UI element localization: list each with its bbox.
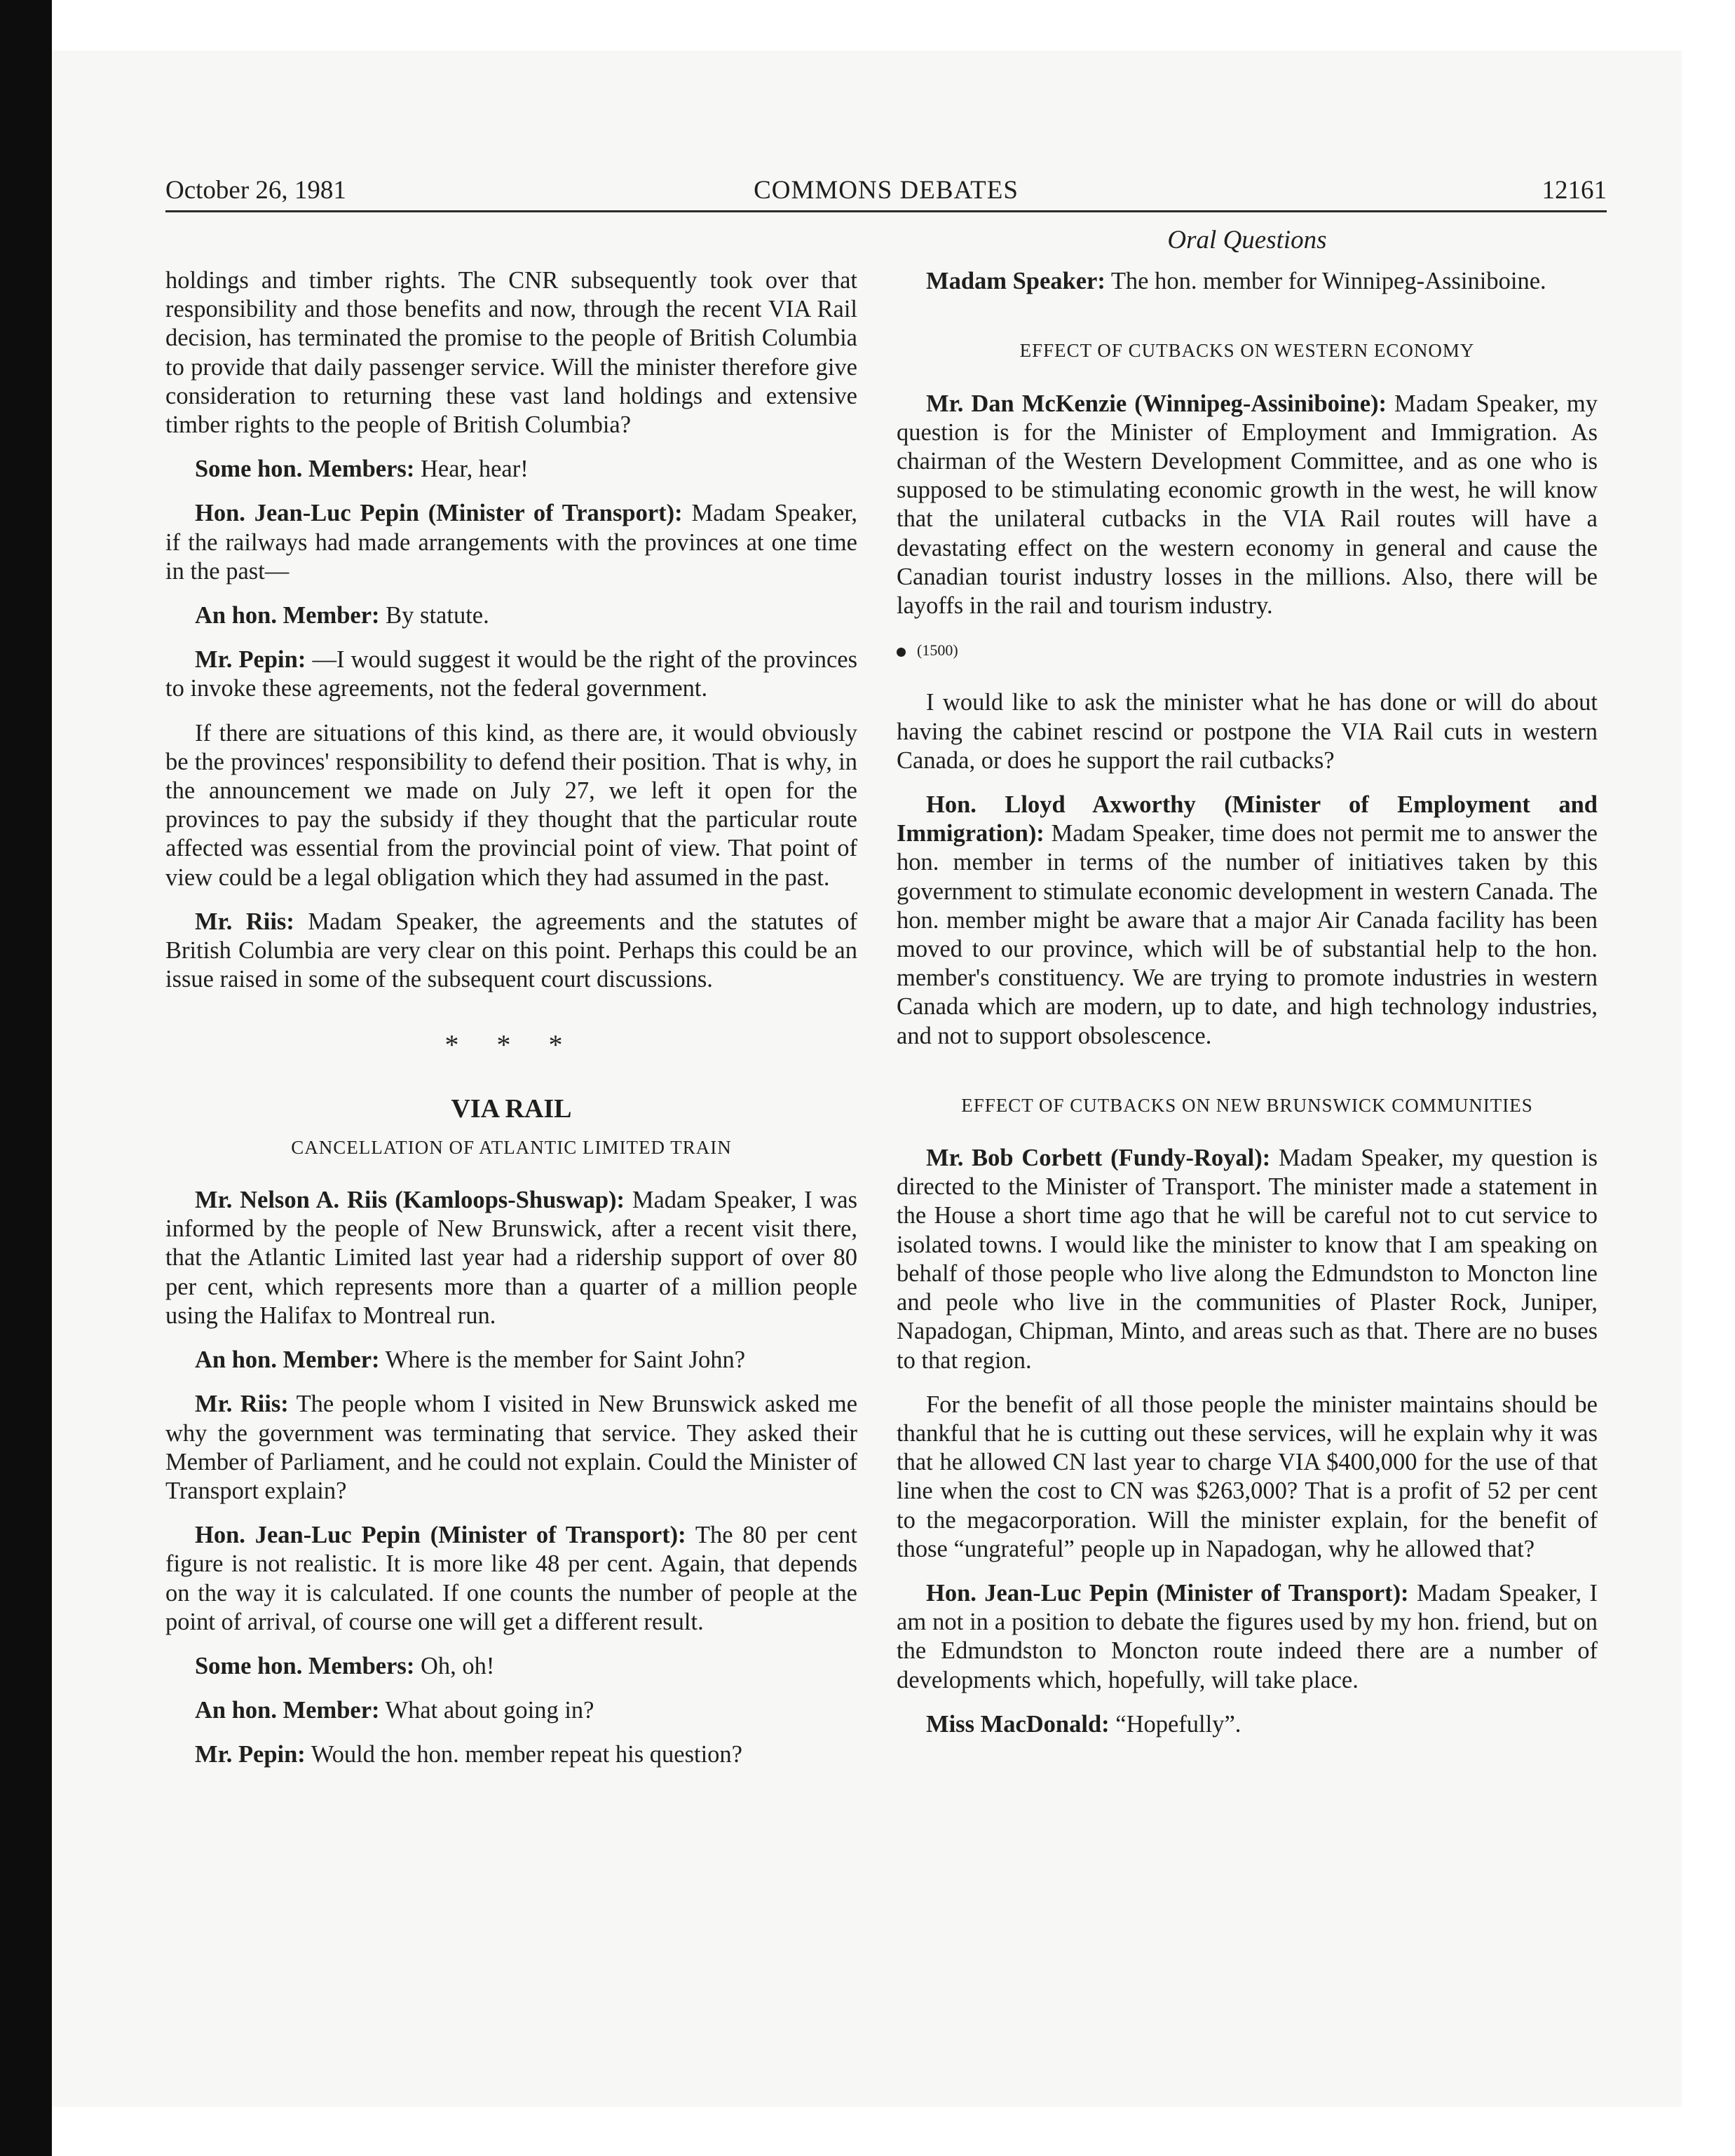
- paragraph: holdings and timber rights. The CNR subsequently took over that responsibility and those benefits and now, through the recent VIA Rail decision, has terminated the promise to the people of British Columbia to provide that daily passenger service. Will the minister therefore give consideration to returning these vast land holdings and extensive timber rights to the people of British Columbia?: [165, 267, 857, 439]
- paragraph: Mr. Nelson A. Riis (Kamloops-Shuswap): Madam Speaker, I was informed by the people of New Brunswick, after a recent visit there, that the Atlantic Limited last year had a ridership support of over 80 per cent, which represents more than a quarter of a million people using the Halifax to Montreal run.: [165, 1187, 857, 1329]
- paragraph: Mr. Pepin: Would the hon. member repeat his question?: [195, 1741, 742, 1768]
- speaker: Hon. Jean-Luc Pepin (Minister of Transport):: [195, 1522, 686, 1549]
- speaker: Hon. Jean-Luc Pepin (Minister of Transport):: [926, 1579, 1409, 1606]
- paragraph: An hon. Member: Where is the member for Saint John?: [195, 1346, 746, 1374]
- paragraph: Mr. Riis: Madam Speaker, the agreements and the statutes of British Columbia are very clear on this point. Perhaps this could be an issue raised in some of the subsequent court discussions.: [165, 908, 857, 993]
- speaker: Mr. Nelson A. Riis (Kamloops-Shuswap):: [195, 1187, 625, 1214]
- paragraph: An hon. Member: By statute.: [195, 602, 489, 629]
- header-title: COMMONS DEBATES: [754, 176, 1019, 205]
- scan-edge: [0, 0, 52, 2156]
- paragraph: For the benefit of all those people the minister maintains should be thankful that he is cutting out these services, will he explain why it was that he allowed CN last year to charge VIA $400,000 for the use of that line when the cost to CN was $263,000? That is a profit of 52 per cent to the megacorporation. Will the minister explain, for the benefit of those “ungrateful” people up in Napadogan, why he allowed that?: [897, 1391, 1598, 1562]
- speaker: Mr. Riis:: [195, 1391, 289, 1418]
- paragraph: Madam Speaker: The hon. member for Winnipeg-Assiniboine.: [926, 268, 1546, 295]
- right-column: [897, 226, 1598, 1754]
- section-subheading: EFFECT OF CUTBACKS ON NEW BRUNSWICK COMMUNITIES: [961, 1094, 1533, 1116]
- speaker: Some hon. Members:: [195, 456, 415, 483]
- paragraph: Some hon. Members: Hear, hear!: [195, 456, 529, 483]
- speaker: Miss MacDonald:: [926, 1710, 1110, 1738]
- speaker: Hon. Jean-Luc Pepin (Minister of Transport):: [195, 500, 683, 527]
- speaker: Madam Speaker:: [926, 268, 1105, 295]
- paragraph: Miss MacDonald: “Hopefully”.: [926, 1710, 1241, 1738]
- paragraph: Some hon. Members: Oh, oh!: [195, 1652, 495, 1679]
- paragraph: If there are situations of this kind, as there are, it would obviously be the provinces' responsibility to defend their position. That is why, in the announcement we made on July 27, we left it open for the provinces to pay the subsidy if they thought that the particular route affected was essential from the provincial point of view. That point of view could be a legal obligation which they had assumed in the past.: [165, 719, 857, 891]
- paragraph: Mr. Pepin: —I would suggest it would be the right of the provinces to invoke these agreements, not the federal government.: [165, 646, 858, 702]
- time-marker: (1500): [897, 636, 1598, 664]
- speaker: An hon. Member:: [195, 1697, 380, 1724]
- speaker: An hon. Member:: [195, 1346, 380, 1374]
- section-heading: VIA RAIL: [451, 1093, 572, 1124]
- paragraph: Hon. Jean-Luc Pepin (Minister of Transport): Madam Speaker, I am not in a position to debate the figures used by my hon. friend, but on the Edmundston to Moncton route indeed there are a number of developments which, hopefully, will take place.: [897, 1579, 1598, 1693]
- section-subheading: CANCELLATION OF ATLANTIC LIMITED TRAIN: [291, 1136, 732, 1158]
- speaker: Mr. Riis:: [195, 908, 294, 935]
- speaker: Hon. Lloyd Axworthy (Minister of Employment and Immigration):: [897, 791, 1598, 847]
- section-subheading: EFFECT OF CUTBACKS ON WESTERN ECONOMY: [1019, 340, 1475, 362]
- paragraph: Mr. Dan McKenzie (Winnipeg-Assiniboine): Madam Speaker, my question is for the Minister of Employment and Immigration. As chairman of the Western Development Committee, and as one who is supposed to be stimulating economic growth in the west, he will know that the unilateral cutbacks in the VIA Rail routes will have a devastating effect on the western economy in general and cause the Canadian tourist industry losses in the millions. Also, there will be layoffs in the rail and tourism industry.: [897, 390, 1598, 620]
- page-header: [165, 171, 1607, 212]
- speaker: Mr. Pepin:: [195, 1741, 306, 1768]
- speaker: Mr. Dan McKenzie (Winnipeg-Assiniboine):: [926, 390, 1387, 417]
- running-head: Oral Questions: [1167, 226, 1327, 254]
- paragraph: Hon. Lloyd Axworthy (Minister of Employment and Immigration): Madam Speaker, time does not permit me to answer the hon. member in terms of the number of initiatives taken by this government to stimulate economic development in western Canada. The hon. member might be aware that a major Air Canada facility has been moved to our province, which will be of substantial help to the hon. member's constituency. We are trying to promote industries in western Canada which are modern, up to date, and high technology industries, and not to support obsolescence.: [897, 791, 1598, 1049]
- paragraph: Hon. Jean-Luc Pepin (Minister of Transport): Madam Speaker, if the railways had made arrangements with the provinces at one time in the past—: [165, 500, 858, 585]
- speaker: Some hon. Members:: [195, 1652, 415, 1679]
- paragraph: An hon. Member: What about going in?: [195, 1697, 594, 1724]
- paragraph: Mr. Riis: The people whom I visited in New Brunswick asked me why the government was terminating that service. They asked their Member of Parliament, and he could not explain. Could the Minister of Transport explain?: [165, 1391, 858, 1504]
- bullet-icon: [897, 648, 906, 657]
- left-column: [165, 266, 857, 1785]
- paragraph: I would like to ask the minister what he has done or will do about having the cabinet rescind or postpone the VIA Rail cuts in western Canada, or does he support the rail cutbacks?: [897, 689, 1598, 774]
- speaker: An hon. Member:: [195, 602, 380, 629]
- speaker: Mr. Bob Corbett (Fundy-Royal):: [926, 1145, 1271, 1172]
- speaker: Mr. Pepin:: [195, 646, 306, 674]
- header-date: October 26, 1981: [165, 176, 346, 205]
- page-number: 12161: [1542, 176, 1607, 205]
- paragraph: Mr. Bob Corbett (Fundy-Royal): Madam Speaker, my question is directed to the Minister of Transport. The minister made a statement in the House a short time ago that he will be careful not to cut service to isolated towns. I would like the minister to know that I am speaking on behalf of those people who live along the Edmundston to Moncton line and peole who live in the communities of Plaster Rock, Juniper, Napadogan, Chipman, Minto, and areas such as that. There are no buses to that region.: [897, 1145, 1598, 1374]
- section-separator: * * *: [444, 1029, 578, 1061]
- paragraph: Hon. Jean-Luc Pepin (Minister of Transport): The 80 per cent figure is not realistic. It is more like 48 per cent. Again, that depends on the way it is calculated. If one counts the number of people at the point of arrival, of course one will get a different result.: [165, 1522, 858, 1635]
